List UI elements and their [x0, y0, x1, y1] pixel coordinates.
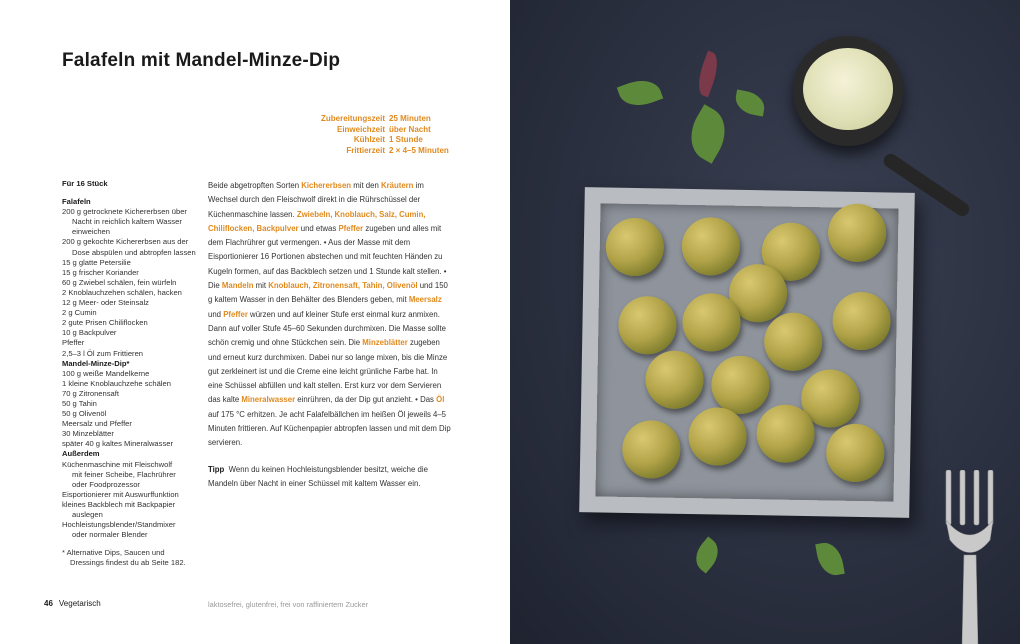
time-value: 1 Stunde [389, 135, 423, 144]
footnote: * Alternative Dips, Saucen und Dressings findest du ab Seite 182. [62, 548, 186, 568]
method-paragraph [208, 179, 453, 451]
text-run: und 150 g kaltem Wasser in den Behälter des Blenders geben, mit [208, 281, 448, 305]
equipment-item: Küchenmaschine mit Fleischwolf [62, 459, 173, 469]
equipment-item: Hochleistungsblender/Standmixer [62, 520, 176, 530]
text-run: mit den [351, 181, 381, 190]
ingredient-item: 200 g getrocknete Kichererbsen über [62, 207, 187, 217]
text-run: auf 175 °C erhitzen. Je acht Falafelbällchen im heißen Öl jeweils 4–5 Minuten frittieren. Auf Küchenpapier abtropfen lassen und mit dem Dip servieren. [208, 409, 451, 448]
ingredient-item: 100 g weiße Mandelkerne [62, 368, 150, 378]
page-footer [44, 599, 101, 608]
time-label: Frittierzeit [346, 145, 385, 155]
highlight-ingredient: Knoblauch, Zitronensaft, Tahin, Olivenöl [268, 281, 418, 291]
highlight-ingredient: Meersalz [408, 295, 442, 305]
dip-heading: Mandel-Minze-Dip* [62, 358, 130, 368]
text-run: würzen und auf kleiner Stufe erst einmal kurz anmixen. Dann auf voller Stufe 45–60 Sekunden durchmixen. Die Masse sollte schön cremig und ohne Stückchen sein. Die [208, 309, 446, 348]
section-name: Vegetarisch [58, 599, 101, 608]
ingredient-item: 2 Knoblauchzehen schälen, hacken [62, 287, 182, 297]
ingredient-item: 2,5–3 l Öl zum Frittieren [62, 348, 144, 358]
time-table [300, 114, 460, 156]
extra-heading: Außerdem [62, 449, 100, 459]
highlight-ingredient: Öl [436, 395, 445, 405]
ingredient-item: 50 g Tahin [62, 398, 97, 408]
ingredient-item: 10 g Backpulver [62, 328, 117, 338]
ingredient-item: 15 g glatte Petersilie [62, 257, 131, 267]
highlight-ingredient: Pfeffer [223, 309, 248, 319]
falafel-heading: Falafeln [62, 197, 91, 207]
ingredient-list [62, 179, 197, 568]
yield: Für 16 Stück [62, 179, 108, 188]
ingredient-item: einweichen [72, 227, 110, 237]
time-value: 2 × 4–5 Minuten [389, 145, 449, 155]
food-photo [510, 0, 1020, 644]
leaf-icon [693, 51, 723, 98]
ingredient-item: 1 kleine Knoblauchzehe schälen [62, 378, 171, 388]
leaf-icon [689, 536, 725, 573]
time-row [300, 146, 460, 157]
time-value: 25 Minuten [389, 114, 431, 123]
equipment-item: auslegen [72, 510, 103, 519]
time-row [300, 114, 460, 125]
text-run: zugeben und erneut kurz durchmixen. Dabei nur so lange mixen, bis die Minze gut zerkleinert ist und die Creme eine leicht grünliche Farbe hat. In eine Schüssel abfüllen und kalt stellen. Erst kurz vor dem Servieren das kalte [208, 338, 448, 405]
highlight-ingredient: Mineralwasser [241, 395, 296, 405]
equipment-item: oder normaler Blender [72, 530, 148, 540]
time-label: Zubereitungszeit [320, 114, 385, 123]
leaf-icon [733, 90, 766, 117]
text-run: und [208, 309, 224, 319]
ingredient-item: 2 gute Prisen Chiliflocken [62, 318, 148, 328]
time-row [300, 135, 460, 146]
equipment-item: Eisportionierer mit Auswurffunktion [62, 489, 179, 499]
leaf-icon [617, 74, 663, 112]
highlight-ingredient: Minzeblätter [362, 338, 408, 348]
highlight-ingredient: Pfeffer [338, 223, 364, 233]
text-run: mit [253, 281, 269, 291]
leaf-icon [680, 104, 735, 164]
serving-board [579, 187, 915, 518]
time-label: Einweichzeit [336, 124, 385, 134]
highlight-ingredient: Zwiebeln, Knoblauch, Salz, Cumin, Chiliflocken, Backpulver [208, 209, 426, 233]
tip-text: Wenn du keinen Hochleistungsblender besitzt, weiche die Mandeln über Nacht in einer Schüssel mit kaltem Wasser ein. [208, 464, 428, 488]
ingredient-item: Nacht in reichlich kaltem Wasser [72, 217, 182, 227]
fork-icon [940, 470, 1000, 644]
highlight-ingredient: Kräutern [380, 181, 414, 190]
highlight-ingredient: Mandeln [221, 281, 254, 291]
text-run: im Wechsel durch den Fleischwolf direkt in die Rührschüssel der Küchenmaschine lassen. [208, 181, 424, 219]
tip-box [208, 463, 453, 492]
equipment-item: oder Foodprozessor [72, 479, 140, 489]
ingredient-item: 70 g Zitronensaft [62, 388, 119, 398]
highlight-ingredient: Kichererbsen [301, 181, 352, 190]
page-number: 46 [44, 599, 53, 608]
time-value: über Nacht [389, 124, 431, 134]
equipment-item: kleines Backblech mit Backpapier [62, 499, 176, 509]
ingredient-item: 200 g gekochte Kichererbsen aus der [62, 237, 189, 247]
ingredient-item: Meersalz und Pfeffer [62, 419, 132, 429]
equipment-item: mit feiner Scheibe, Flachrührer [72, 469, 176, 479]
ingredient-item: 50 g Olivenöl [62, 409, 107, 419]
method-text [208, 179, 453, 491]
diet-tags: laktosefrei, glutenfrei, frei von raffiniertem Zucker [208, 600, 369, 609]
ingredient-item: Dose abspülen und abtropfen lassen [72, 247, 196, 257]
ingredient-item: 30 Minzeblätter [62, 429, 114, 439]
leaf-icon [815, 540, 845, 578]
ingredient-item: 60 g Zwiebel schälen, fein würfeln [62, 277, 177, 287]
tip-label: Tipp [208, 464, 225, 474]
time-row [300, 125, 460, 136]
text-run: einrühren, da der Dip gut anzieht. • Das [295, 395, 437, 405]
time-label: Kühlzeit [353, 135, 385, 144]
ingredient-item: später 40 g kaltes Mineralwasser [62, 439, 174, 449]
text-run: und etwas [298, 223, 339, 233]
ingredient-item: 12 g Meer- oder Steinsalz [62, 298, 149, 308]
ingredient-item: 2 g Cumin [62, 308, 97, 318]
ingredient-item: Pfeffer [62, 338, 85, 348]
ingredient-item: 15 g frischer Koriander [62, 267, 139, 277]
recipe-title: Falafeln mit Mandel-Minze-Dip [62, 50, 341, 71]
text-run: zugeben und alles mit dem Flachrührer gut vermengen. • Aus der Masse mit dem Eisportionierer 16 Portionen abstechen und mit feuchten Händen zu Kugeln formen, auf das Backblech setzen und 1 Stunde kalt stellen. • Die [208, 223, 447, 291]
text-run: Beide abgetropften Sorten [208, 181, 302, 190]
dip [803, 48, 893, 130]
